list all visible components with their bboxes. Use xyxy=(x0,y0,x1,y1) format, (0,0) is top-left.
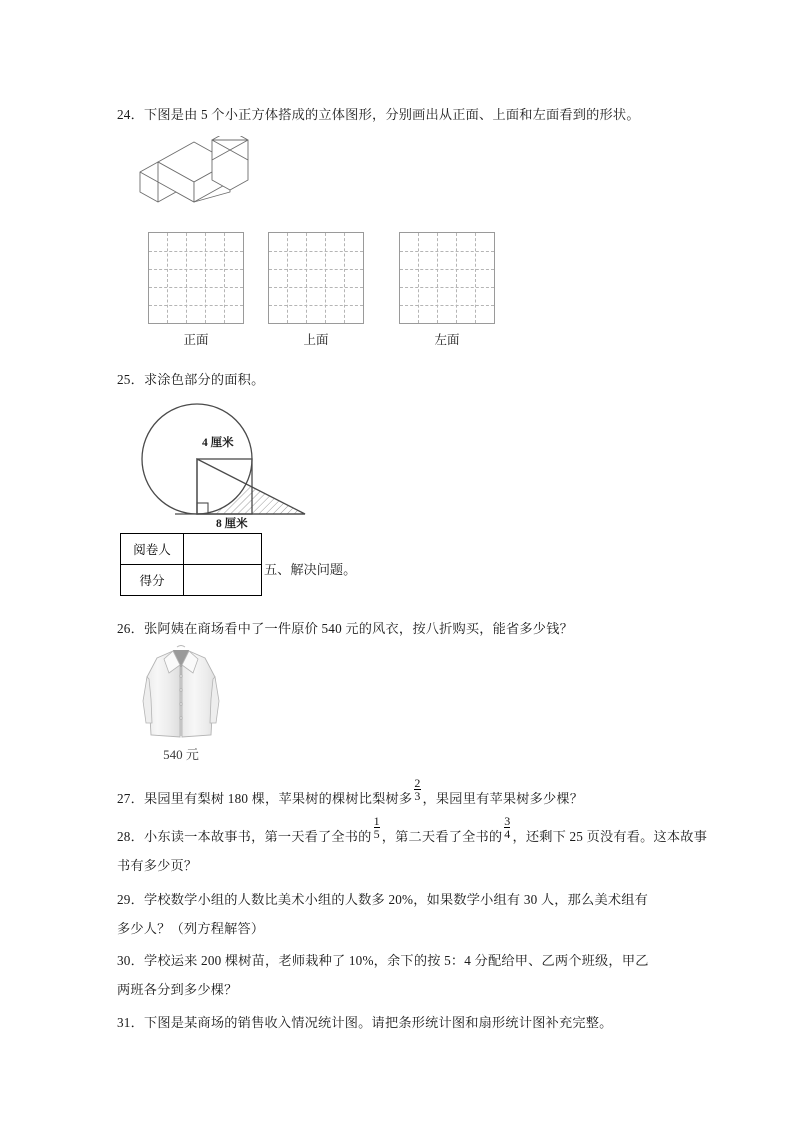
question-27 xyxy=(117,776,717,813)
fraction2-numerator: 3 xyxy=(504,814,511,829)
fraction-one-fifth xyxy=(374,815,380,841)
fraction1-denominator: 5 xyxy=(373,827,380,842)
label-8-cm: 8 厘米 xyxy=(216,518,248,530)
fraction-two-thirds xyxy=(414,777,420,803)
grid-top-cells[interactable] xyxy=(268,232,364,324)
label-4-cm: 4 厘米 xyxy=(200,434,236,450)
grid-left-cells[interactable] xyxy=(399,232,495,324)
coat-price-label: 540 元 xyxy=(163,747,199,762)
answer-grid-left[interactable] xyxy=(399,232,495,348)
fraction-numerator: 2 xyxy=(414,776,421,791)
question-25-text: 25．求涂色部分的面积。 xyxy=(117,372,265,387)
question-28 xyxy=(117,814,717,880)
fraction1-numerator: 1 xyxy=(373,814,380,829)
question-28-part1: 28．小东读一本故事书，第一天看了全书的 xyxy=(117,829,372,845)
reviewer-value[interactable] xyxy=(184,534,262,565)
grid-label-front: 正面 xyxy=(183,333,209,347)
question-29-line2: 多少人？（列方程解答） xyxy=(117,921,265,936)
score-label: 得分 xyxy=(121,565,184,596)
trench-coat-figure xyxy=(133,645,229,748)
question-27-prefix: 27．果园里有梨树 180 棵，苹果树的棵树比梨树多 xyxy=(117,791,413,807)
fraction-three-quarters xyxy=(504,815,510,841)
question-30-line2: 两班各分到多少棵？ xyxy=(117,982,238,997)
question-28-part2: ，第二天看了全书的 xyxy=(381,829,503,845)
grading-table xyxy=(120,533,262,596)
reviewer-label: 阅卷人 xyxy=(121,534,184,565)
question-27-suffix: ，果园里有苹果树多少棵？ xyxy=(422,791,584,807)
question-28-part3: ，还剩下 25 页没有看。这本故事书有多少页？ xyxy=(117,829,708,874)
grid-front-cells[interactable] xyxy=(148,232,244,324)
isometric-cubes-figure xyxy=(138,136,298,211)
question-31-text: 31．下图是某商场的销售收入情况统计图。请把条形统计图和扇形统计图补充完整。 xyxy=(117,1015,613,1030)
grid-label-left: 左面 xyxy=(434,333,460,347)
grid-label-top: 上面 xyxy=(303,333,329,347)
section-heading-five: 五、解决问题。 xyxy=(264,562,357,577)
question-26-text: 26．张阿姨在商场看中了一件原价 540 元的风衣，按八折购买，能省多少钱？ xyxy=(117,621,573,636)
answer-grid-top[interactable] xyxy=(268,232,364,348)
question-29-line1: 29．学校数学小组的人数比美术小组的人数多 20%，如果数学小组有 30 人，那么美术组有 xyxy=(117,892,648,907)
circle-square-triangle-figure xyxy=(140,392,310,537)
fraction2-denominator: 4 xyxy=(504,827,511,842)
answer-grid-front[interactable] xyxy=(148,232,244,348)
table-row-reviewer xyxy=(121,534,262,565)
question-30-line1: 30．学校运来 200 棵树苗，老师栽种了 10%，余下的按 5：4 分配给甲、乙两个班级，甲乙 xyxy=(117,953,649,968)
table-row-score xyxy=(121,565,262,596)
question-24-text: 24．下图是由 5 个小正方体搭成的立体图形，分别画出从正面、上面和左面看到的形状。 xyxy=(117,107,640,122)
score-value[interactable] xyxy=(184,565,262,596)
fraction-denominator: 3 xyxy=(414,789,421,804)
